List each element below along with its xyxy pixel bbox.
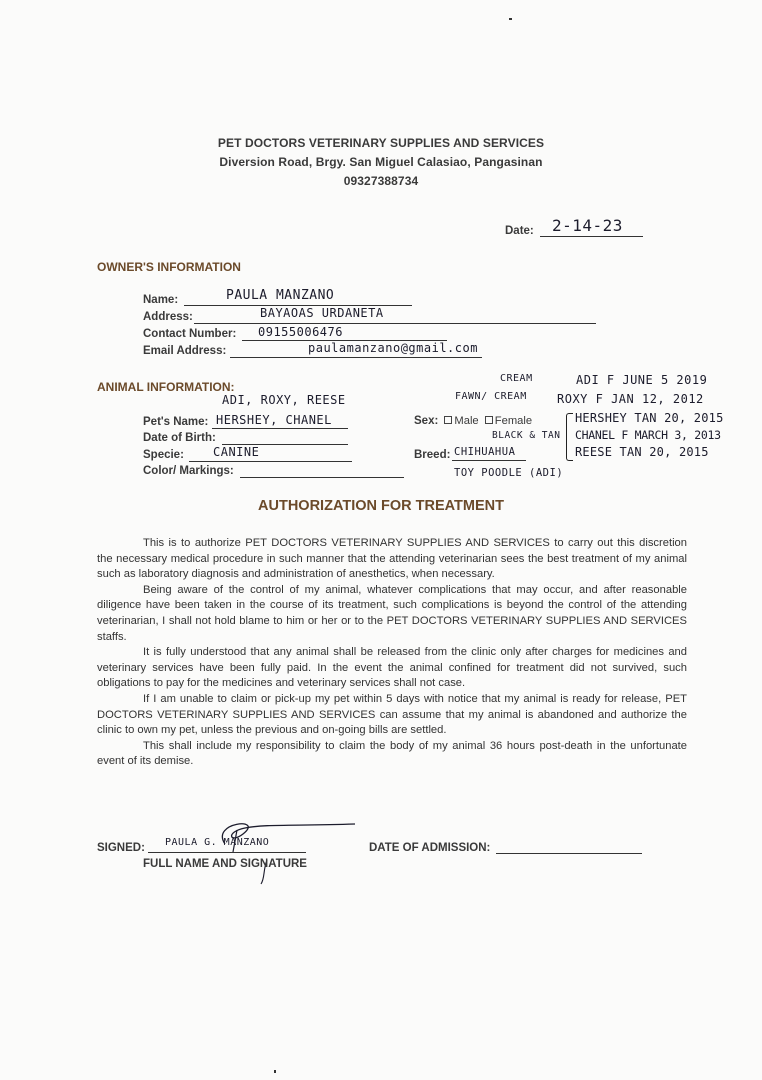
owner-address-label: Address: (143, 311, 193, 323)
clinic-phone: 09327388734 (343, 174, 419, 188)
color-label: Color/ Markings: (143, 465, 234, 477)
date-value: 2-14-23 (552, 216, 623, 235)
pets-name-label: Pet's Name: (143, 416, 209, 428)
color-note-black-tan: BLACK & TAN (492, 430, 561, 441)
owner-name-value: PAULA MANZANO (226, 288, 335, 303)
owner-contact-value: 09155006476 (258, 325, 343, 339)
date-label: Date: (505, 225, 534, 237)
admission-line (496, 853, 642, 854)
paragraph-authorize: This is to authorize PET DOCTORS VETERINARY SUPPLIES AND SERVICES to carry out this discretion the necessary medical procedure in such manner that the attending veterinarian sees the best treatment of my animal such as laboratory diagnosis and administration of anesthetics, when necessary. (97, 537, 687, 581)
birth-entry-adi: ADI F JUNE 5 2019 (576, 373, 708, 387)
signed-label: SIGNED: (97, 842, 145, 854)
signed-value: PAULA G. MANZANO (165, 837, 270, 848)
animal-names-line: ADI, ROXY, REESE (222, 393, 346, 407)
breed-line (452, 460, 526, 461)
clinic-name: PET DOCTORS VETERINARY SUPPLIES AND SERVICES (217, 136, 545, 150)
clinic-address: Diversion Road, Brgy. San Miguel Calasiao, Pangasinan (219, 155, 543, 169)
specie-line (189, 461, 352, 462)
male-label: Male (454, 415, 479, 427)
owner-contact-label: Contact Number: (143, 328, 237, 340)
owner-section-title: OWNER'S INFORMATION (97, 260, 241, 274)
sex-field (414, 415, 532, 427)
bracket-mark (566, 413, 573, 461)
paragraph-abandonment: If I am unable to claim or pick-up my pet within 5 days with notice that my animal is ready for release, PET DOCTORS VETERINARY SUPPLIES AND SERVICES can assume that my animal is abandoned and authorize the clinic to own my pet, unless the previous and on-going bills are settled. (97, 692, 687, 737)
male-checkbox[interactable] (444, 416, 452, 424)
female-checkbox[interactable] (485, 416, 493, 424)
owner-address-line (194, 323, 596, 324)
scan-speck (274, 1070, 276, 1073)
paragraph-complications: Being aware of the control of my animal, whatever complications that may occur, and after reasonable diligence have been taken in the course of its treatment, such complications is beyond the control of the attending veterinarian, I shall not hold blame to him or her or to the PET DOCTORS VETERINARY SUPPLIES AND SERVICES staffs. (97, 583, 687, 643)
scan-speck (509, 18, 512, 20)
color-line (240, 477, 404, 478)
dob-label: Date of Birth: (143, 432, 216, 444)
pets-name-line (212, 428, 348, 429)
birth-entry-reese: REESE TAN 20, 2015 (575, 445, 709, 459)
paragraph-payment: It is fully understood that any animal shall be released from the clinic only after charges for medicines and veterinary services have been fully paid. In the event the animal confined for treatment did not survived, such obligations to pay for the medicines and veterinary services shall not case. (97, 646, 687, 690)
paragraph-demise: This shall include my responsibility to claim the body of my animal 36 hours post-death in the unfortunate event of its demise. (97, 739, 687, 768)
breed-value: CHIHUAHUA (454, 446, 516, 458)
owner-email-value: paulamanzano@gmail.com (308, 341, 478, 355)
pets-name-value: HERSHEY, CHANEL (216, 413, 332, 427)
owner-address-value: BAYAOAS URDANETA (260, 306, 384, 320)
specie-value: CANINE (213, 445, 260, 459)
breed-label: Breed: (414, 449, 451, 461)
birth-entry-chanel: CHANEL F MARCH 3, 2013 (575, 428, 721, 442)
authorization-body (97, 536, 687, 770)
sex-label: Sex: (414, 415, 439, 427)
female-label: Female (494, 415, 533, 427)
birth-entry-roxy: ROXY F JAN 12, 2012 (557, 392, 704, 406)
owner-email-line (230, 357, 482, 358)
birth-entry-hershey: HERSHEY TAN 20, 2015 (575, 411, 724, 425)
animal-section-title: ANIMAL INFORMATION: (97, 380, 235, 394)
date-line (540, 236, 643, 237)
signature-caption: FULL NAME AND SIGNATURE (143, 858, 307, 870)
owner-email-label: Email Address: (143, 345, 227, 357)
color-note-fawn: FAWN/ CREAM (455, 391, 527, 402)
signature-scribble (205, 812, 365, 892)
breed-note: TOY POODLE (ADI) (454, 467, 564, 479)
authorization-title: AUTHORIZATION FOR TREATMENT (258, 498, 504, 514)
admission-label: DATE OF ADMISSION: (369, 842, 491, 854)
specie-label: Specie: (143, 449, 184, 461)
color-note-cream: CREAM (500, 373, 533, 384)
owner-name-label: Name: (143, 294, 179, 306)
